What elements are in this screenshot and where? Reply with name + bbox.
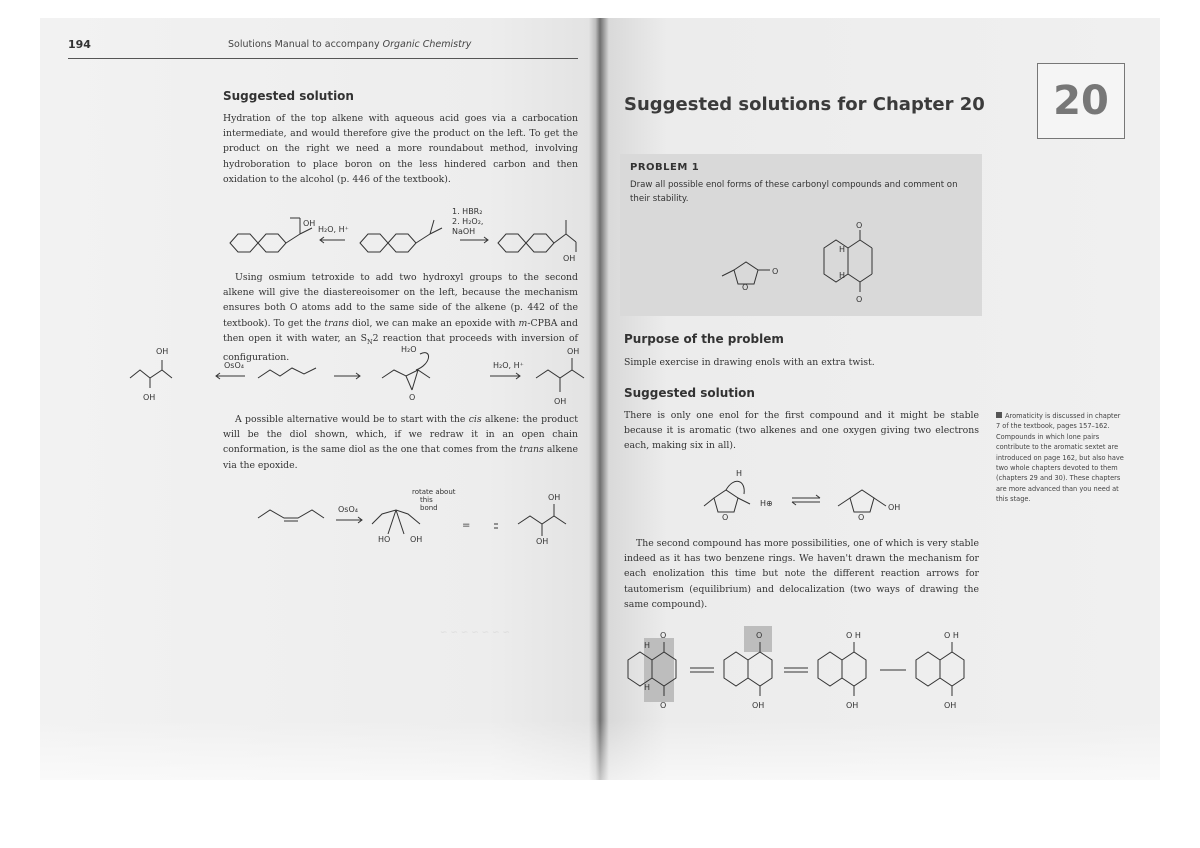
label-oh-bottom: OH [143,393,156,402]
chapter-title: Suggested solutions for Chapter 20 [624,94,985,115]
label-oh-5: OH [944,701,957,710]
enol-scheme-1 [700,466,940,536]
label-o-2: O [660,701,667,710]
label-acid-reagent: H₂O, H⁺ [318,225,349,234]
label-ring-o-2: O [858,513,865,522]
paragraph-hydration: Hydration of the top alkene with aqueous acid goes via a carbocation intermediate, and would therefore give the product on the left. To get the product on the right we need a more roundabout method, involving hydroboration to place boron on the less hindered carbon and then oxidation to the alcohol (p. 446 of the textbook). [223,113,578,185]
label-oso4: OsO₄ [224,361,244,370]
purpose-text: Simple exercise in drawing enols with an extra twist. [624,357,875,368]
enol-scheme-2 [624,618,984,714]
hydration-scheme [220,198,580,268]
problem-box [620,154,982,316]
label-oso4: OsO₄ [338,505,358,514]
label-oh-bottom: OH [536,537,549,546]
label-equals: = [462,520,471,531]
label-oh: OH [888,503,901,512]
right-page [600,18,1160,780]
problem-text: Draw all possible enol forms of these carbonyl compounds and comment on their stability. [630,180,958,204]
label-oh-5-top: O H [944,631,959,640]
label-h-plus: H⊕ [760,499,773,508]
label-water: H₂O [401,345,417,354]
label-oh-3: OH [752,701,765,710]
label-reagent-1: 1. HBR₂ [452,207,483,216]
label-rotate-1: rotate about [412,488,456,496]
label-rotate-3: bond [420,504,438,512]
label-rotate-2: this [420,496,433,504]
label-reagent-3: NaOH [452,227,476,236]
label-oh-4: OH [846,701,859,710]
label-reagent-2: 2. H₂O₂, [452,217,484,226]
label-oh: OH [410,535,423,544]
label-o-bottom: O [856,295,863,304]
label-o-1: O [660,631,667,640]
dihydroxylation-scheme [120,340,590,422]
header-rule [68,58,578,59]
label-h-1: H [644,641,651,650]
purpose-heading: Purpose of the problem [624,332,784,346]
label-o-3: O [756,631,763,640]
section-heading: Suggested solution [223,89,354,103]
left-page [40,18,600,780]
square-bullet-icon [996,412,1002,418]
page-number: 194 [68,38,91,51]
problem-label: PROBLEM 1 [630,162,700,173]
label-h-top: H [839,245,846,254]
label-ho: HO [378,535,391,544]
margin-note: Aromaticity is discussed in chapter 7 of the textbook, pages 157–162. Compounds in which lone pairs contribute to the aromatic sextet are introduced on page 162, but also have two whole chapters devoted to them (chapters 29 and 30). These chapters are more advanced than you need at this stage. [996,412,1124,504]
label-o-top: O [856,221,863,230]
problem-structures [700,218,900,314]
book-spread [40,18,1160,780]
label-carbonyl-o: O [772,267,779,276]
label-h-2: H [644,683,651,692]
running-head: Solutions Manual to accompany Organic Chemistry [228,39,472,50]
label-epoxide-o: O [409,393,416,402]
solution-paragraph-1: There is only one enol for the first compound and it might be stable because it is aromatic (two alkenes and one oxygen giving two electrons each, making six in all). [624,410,979,452]
label-h-bottom: H [839,271,846,280]
label-oh-product: OH [563,254,576,263]
paragraph-alternative: A possible alternative would be to start with the cis alkene: the product will be the diol shown, which, if we redraw it in an open chain conformation, is the same diol as the one that comes from the trans alkene via the epoxide. [223,414,578,471]
label-oh: OH [303,219,316,228]
solution-paragraph-2: The second compound has more possibilities, one of which is very stable indeed as it has two benzene rings. We haven't drawn the mechanism for each enolization this time but note the different reaction arrows for tautomerism (equilibrium) and delocalization (two ways of drawing the same compound). [624,538,979,610]
paragraph-osmium: Using osmium tetroxide to add two hydroxyl groups to the second alkene will give the diastereoisomer on the left, because the mechanism ensures both O atoms add to the same side of the alkene (p. 442 of the textbook). To get the trans diol, we can make an epoxide with m-CPBA and then open it with water, an $S_N2$ reaction that proceeds with inversion of configuration. [223,272,578,363]
label-h: H [736,469,743,478]
solution-heading: Suggested solution [624,386,755,400]
label-ring-o: O [722,513,729,522]
label-prod-oh-bottom: OH [554,397,567,406]
cis-alkene-scheme [250,480,580,550]
chapter-number-box: 20 [1037,63,1125,139]
label-prod-oh-top: OH [567,347,580,356]
label-oh-top: OH [156,347,169,356]
label-ring-o: O [742,283,749,292]
label-oh-top: OH [548,493,561,502]
show-through-text: ~ ~ ~ ~ ~ ~ ~ [440,628,510,638]
label-acid-water: H₂O, H⁺ [493,361,524,370]
label-oh-4-top: O H [846,631,861,640]
